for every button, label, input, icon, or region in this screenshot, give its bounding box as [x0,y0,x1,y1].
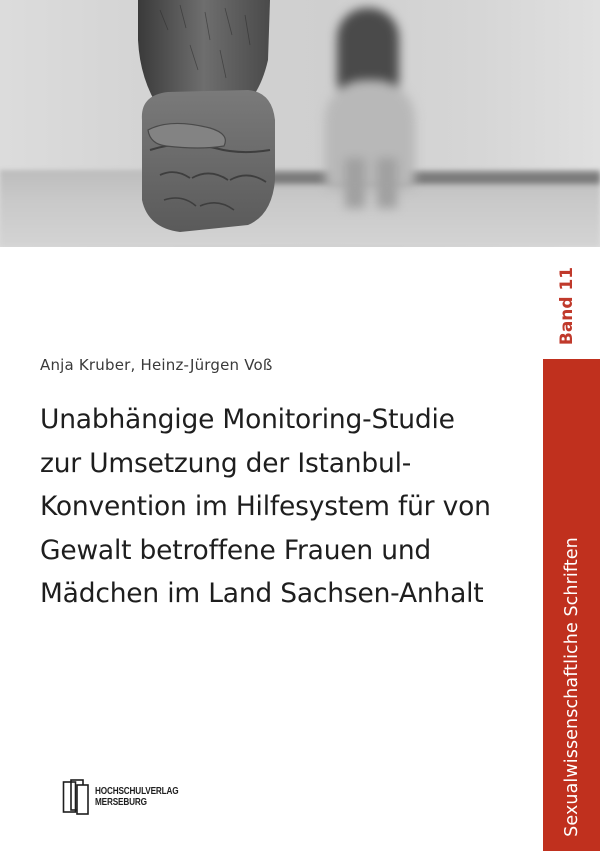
authors: Anja Kruber, Heinz-Jürgen Voß [40,356,273,374]
title-line: Gewalt betroffene Frauen und [40,534,432,566]
title-line: Mädchen im Land Sachsen-Anhalt [40,578,484,609]
publisher-name-line1: HOCHSCHULVERLAG [95,786,179,797]
title-line: Konvention im Hilfesystem für von [40,491,491,522]
cover-photo [0,0,600,247]
publisher-name [95,786,178,808]
publisher [62,779,232,815]
fist-icon [120,0,290,240]
title-line: zur Umsetzung der Istanbul- [40,447,412,479]
volume-label-text: Band 11 [557,266,577,346]
publisher-logo-icon [62,779,90,815]
publisher-name-line2: MERSEBURG [95,797,147,808]
book-title [40,398,530,616]
title-line: Unabhängige Monitoring-Studie [40,404,455,435]
volume-label [548,266,586,346]
series-band [543,359,600,851]
photo-girl-figure [315,8,425,208]
series-name: Sexualwissenschaftliche Schriften [561,537,582,837]
